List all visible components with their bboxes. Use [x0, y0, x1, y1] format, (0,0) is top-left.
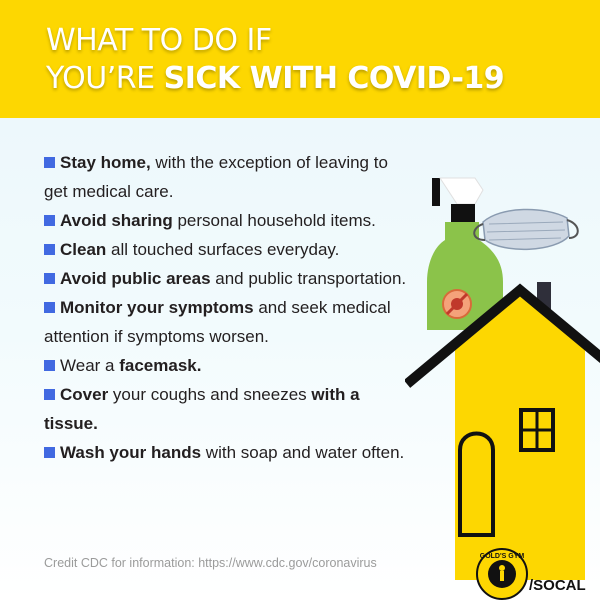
brand-tag: /SOCAL — [529, 577, 586, 594]
list-item — [44, 206, 414, 235]
tip-bold: Cover — [60, 385, 109, 404]
header-banner — [0, 0, 600, 118]
tip-text: Wear a — [60, 356, 120, 375]
tip-bold: Wash your hands — [60, 443, 202, 462]
list-item — [44, 148, 414, 206]
bullet-square-icon — [44, 215, 55, 226]
home-illustration — [405, 170, 600, 580]
title-line-2-bold: SICK WITH COVID-19 — [163, 61, 505, 96]
title-line-1: WHAT TO DO IF — [46, 23, 272, 58]
list-item — [44, 235, 414, 264]
tip-bold: Stay home, — [60, 153, 151, 172]
list-item — [44, 293, 414, 351]
tip-text: your coughs and sneezes — [108, 385, 312, 404]
tip-bold-2: with a tissue. — [44, 385, 360, 433]
bullet-square-icon — [44, 273, 55, 284]
tips-list — [44, 148, 414, 467]
list-item — [44, 351, 414, 380]
golds-gym-logo — [476, 548, 528, 600]
bullet-square-icon — [44, 360, 55, 371]
bullet-square-icon — [44, 302, 55, 313]
title-line-2: YOU’RE — [46, 61, 164, 96]
credit-text: Credit CDC for information: https://www.cdc.gov/coronavirus — [44, 556, 377, 570]
tip-text: all touched surfaces everyday. — [106, 240, 340, 259]
tip-bold: facemask. — [119, 356, 202, 375]
logo-text: GOLD'S GYM — [479, 553, 525, 560]
list-item — [44, 438, 414, 467]
tip-bold: Clean — [60, 240, 107, 259]
tip-bold: Monitor your symptoms — [60, 298, 254, 317]
bullet-square-icon — [44, 389, 55, 400]
facemask-icon — [474, 209, 578, 249]
page-title — [46, 22, 566, 98]
tip-text: and seek medical attention if symptoms worsen. — [44, 298, 391, 346]
bullet-square-icon — [44, 244, 55, 255]
list-item — [44, 264, 414, 293]
tip-bold: Avoid public areas — [60, 269, 211, 288]
tip-text: with soap and water often. — [201, 443, 405, 462]
list-item — [44, 380, 414, 438]
tip-text: and public transportation. — [210, 269, 407, 288]
tip-bold: Avoid sharing — [60, 211, 173, 230]
bullet-square-icon — [44, 157, 55, 168]
bullet-square-icon — [44, 447, 55, 458]
tip-text: with the exception of leaving to get medical care. — [44, 153, 388, 201]
tip-text: personal household items. — [172, 211, 376, 230]
